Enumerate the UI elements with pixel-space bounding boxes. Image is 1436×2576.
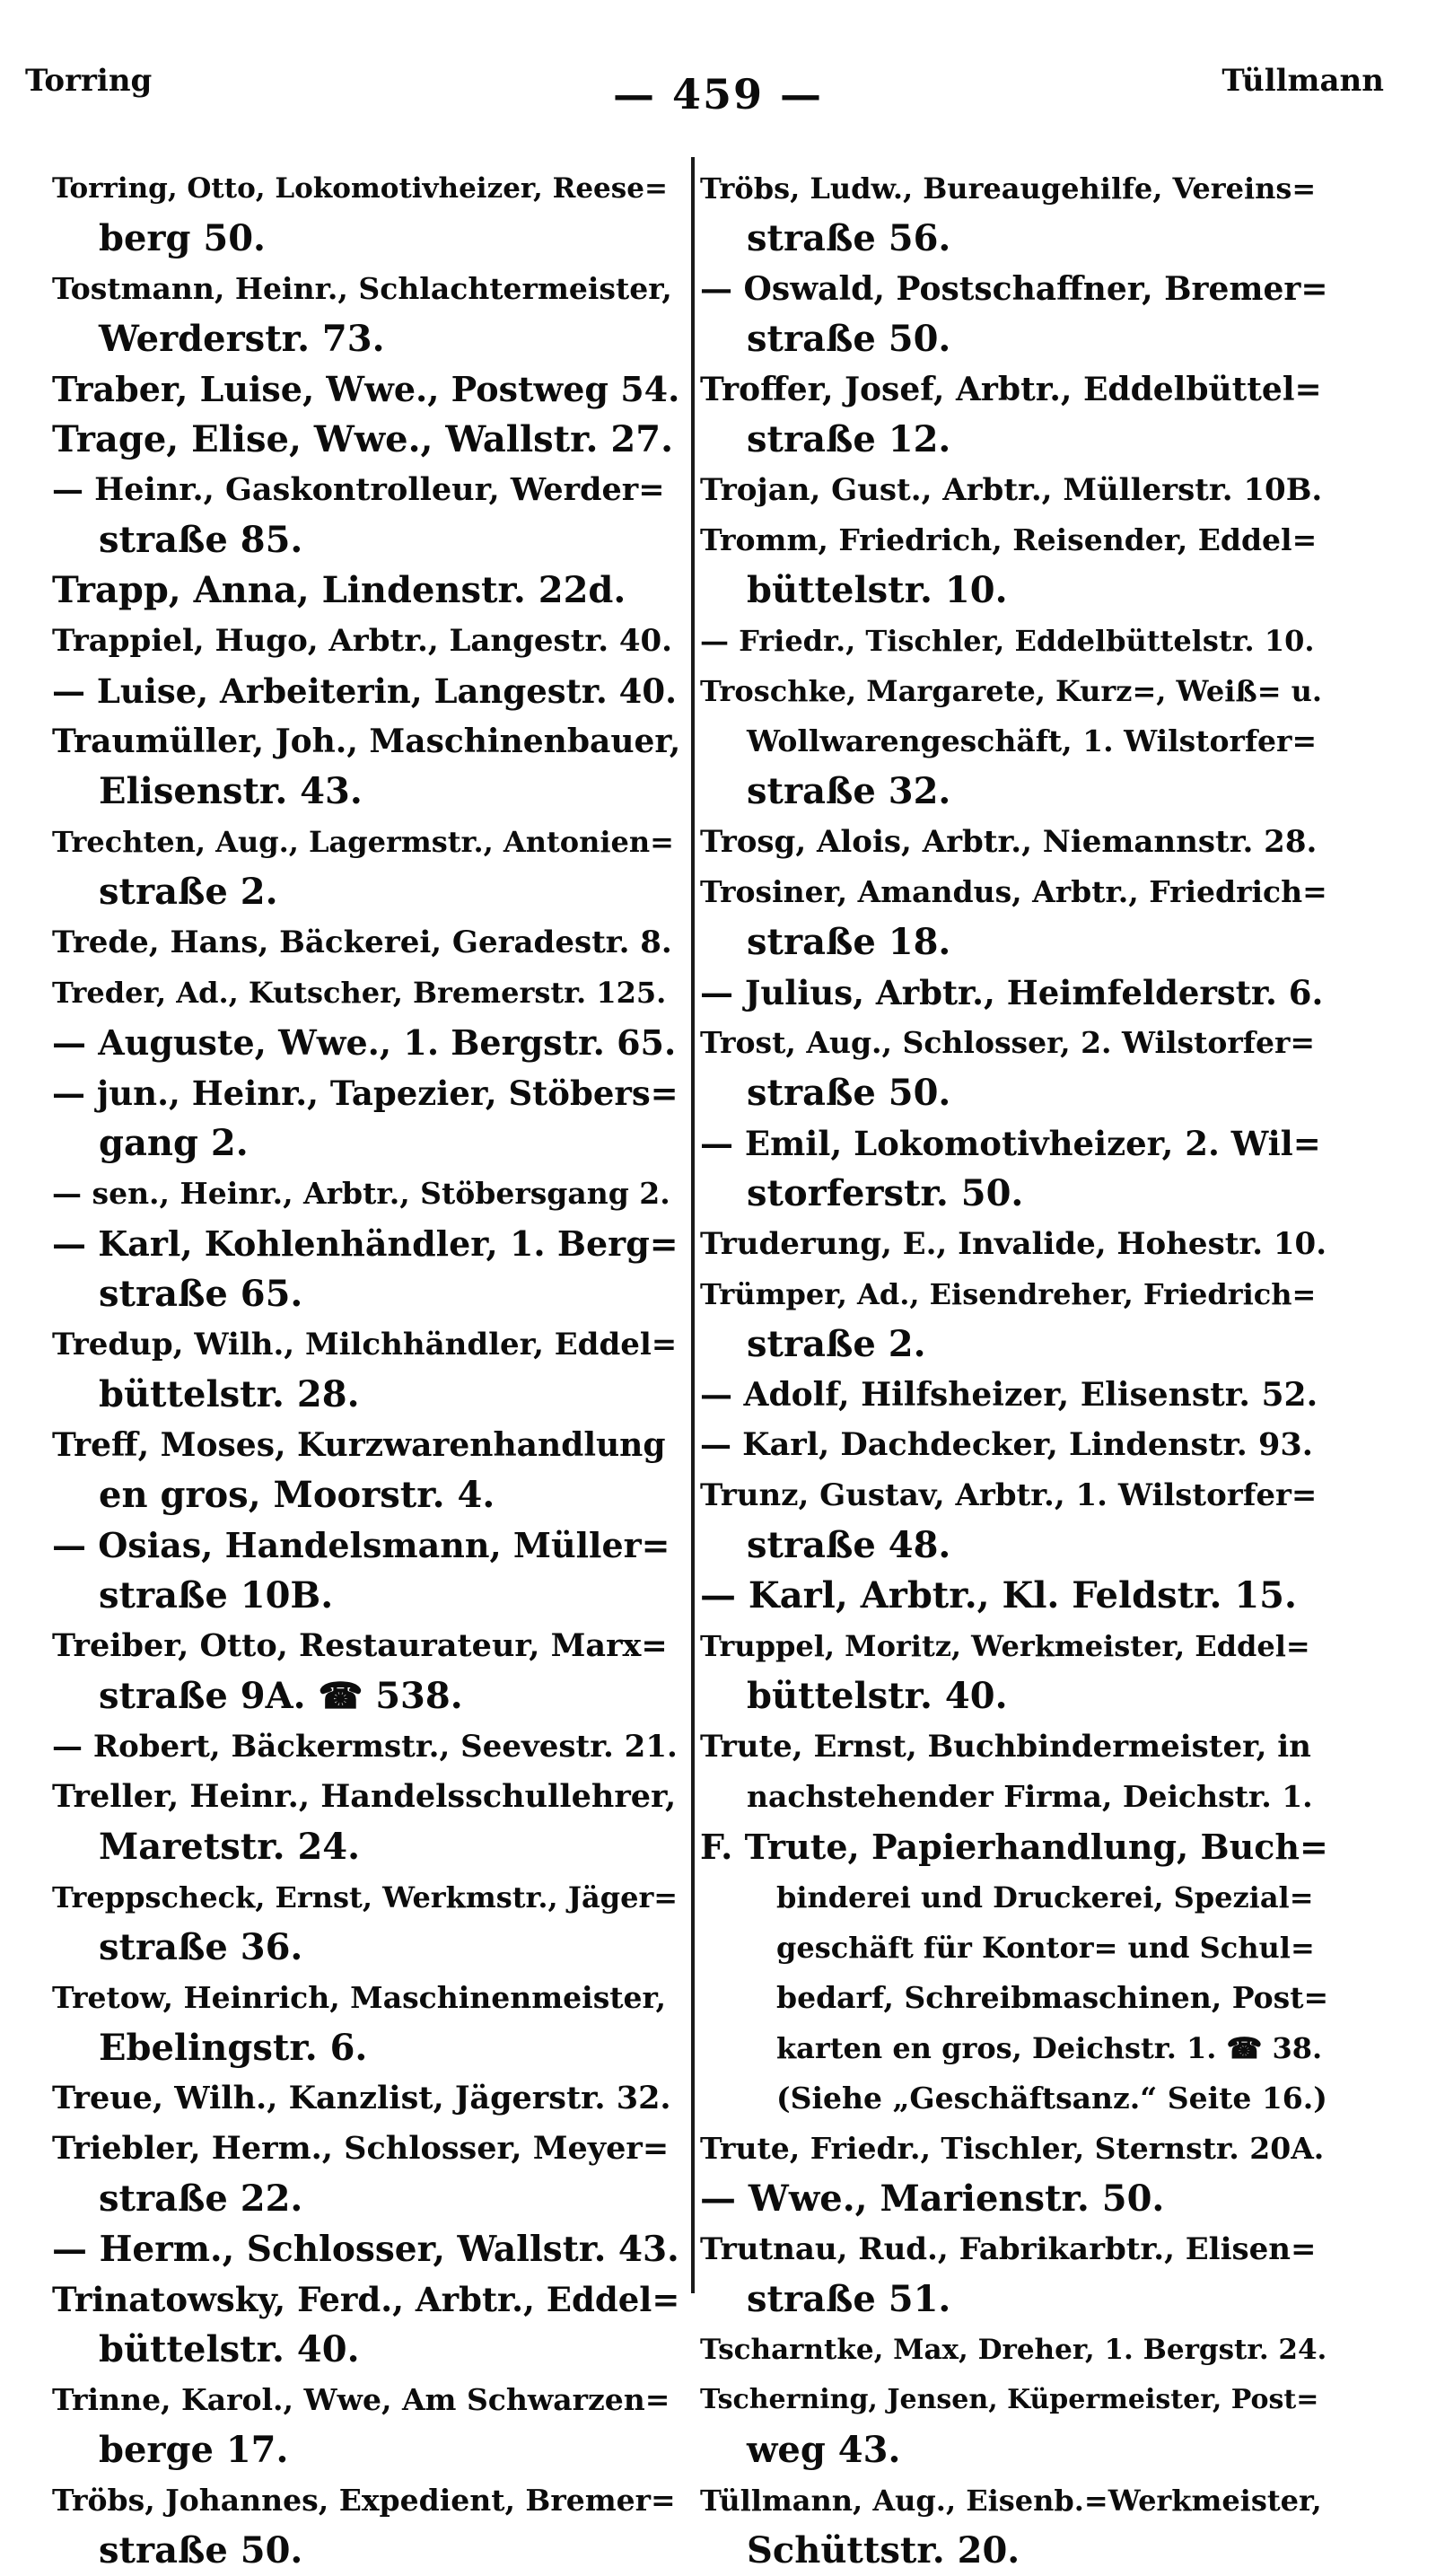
- directory-entry: [52, 917, 680, 968]
- directory-entry: [52, 968, 680, 1018]
- entry-line: Truppel, Moritz, Werkmeister, Eddel=: [700, 1629, 1310, 1663]
- entry-continuation-line: büttelstr. 10.: [747, 569, 1008, 611]
- directory-entry: [52, 1772, 680, 1872]
- directory-entry: [700, 1621, 1328, 1722]
- running-head-left: Torring: [25, 63, 153, 99]
- directory-entry: [700, 1018, 1328, 1118]
- directory-entry: [700, 1822, 1328, 2124]
- left-column: [52, 163, 680, 2576]
- entry-continuation-line: karten en gros, Deichstr. 1. ☎ 38.: [776, 2031, 1323, 2065]
- entry-continuation-line: straße 65.: [99, 1273, 303, 1315]
- directory-entry: [52, 1420, 680, 1520]
- directory-entry: [52, 817, 680, 917]
- entry-continuation-line: straße 2.: [747, 1323, 926, 1365]
- directory-entry: [52, 1621, 680, 1722]
- directory-entry: [52, 2073, 680, 2124]
- entry-line: — Osias, Handelsmann, Müller=: [52, 1525, 670, 1565]
- entry-continuation-line: straße 10B.: [99, 1574, 334, 1617]
- entry-continuation-line: straße 50.: [747, 318, 951, 360]
- entry-line: — Karl, Arbtr., Kl. Feldstr. 15.: [700, 1574, 1297, 1617]
- directory-entry: [52, 716, 680, 817]
- directory-entry: [52, 2124, 680, 2224]
- entry-continuation-line: geschäft für Kontor= und Schul=: [776, 1931, 1315, 1965]
- entry-line: Trunz, Gustav, Arbtr., 1. Wilstorfer=: [700, 1477, 1318, 1513]
- directory-entry: [52, 1520, 680, 1621]
- entry-continuation-line: straße 50.: [747, 1072, 951, 1114]
- directory-entry: [52, 364, 680, 415]
- entry-continuation-line: Wollwarengeschäft, 1. Wilstorfer=: [747, 723, 1318, 758]
- directory-entry: [700, 1219, 1328, 1269]
- entry-line: Trinatowsky, Ferd., Arbtr., Eddel=: [52, 2280, 680, 2319]
- directory-entry: [700, 1370, 1328, 1420]
- directory-entry: [52, 264, 680, 364]
- entry-line: Troffer, Josef, Arbtr., Eddelbüttel=: [700, 371, 1322, 408]
- entry-continuation-line: straße 50.: [99, 2529, 303, 2572]
- directory-entry: [700, 1269, 1328, 1370]
- entry-line: Trage, Elise, Wwe., Wallstr. 27.: [52, 418, 673, 460]
- entry-line: Trosiner, Amandus, Arbtr., Friedrich=: [700, 874, 1327, 909]
- entry-continuation-line: bedarf, Schreibmaschinen, Post=: [776, 1980, 1328, 2015]
- entry-line: Treppscheck, Ernst, Werkmstr., Jäger=: [52, 1880, 679, 1914]
- entry-continuation-line: straße 48.: [747, 1524, 951, 1566]
- entry-continuation-line: büttelstr. 28.: [99, 1373, 360, 1415]
- entry-line: Tscharntke, Max, Dreher, 1. Bergstr. 24.: [700, 2334, 1327, 2366]
- entry-line: Trosg, Alois, Arbtr., Niemannstr. 28.: [700, 824, 1318, 860]
- entry-line: Tröbs, Johannes, Expedient, Bremer=: [52, 2483, 676, 2518]
- directory-entry: [700, 1571, 1328, 1621]
- entry-line: — Adolf, Hilfsheizer, Elisenstr. 52.: [700, 1376, 1318, 1414]
- entry-line: Trute, Friedr., Tischler, Sternstr. 20A.: [700, 2131, 1325, 2166]
- directory-entry: [700, 867, 1328, 968]
- directory-entry: [700, 2375, 1328, 2475]
- directory-entry: [52, 1018, 680, 1068]
- entry-continuation-line: binderei und Druckerei, Spezial=: [776, 1880, 1314, 1914]
- entry-line: — Karl, Kohlenhändler, 1. Berg=: [52, 1223, 679, 1264]
- entry-line: — Oswald, Postschaffner, Bremer=: [700, 270, 1328, 308]
- directory-entry: [52, 1169, 680, 1219]
- entry-line: Trechten, Aug., Lagermstr., Antonien=: [52, 825, 674, 859]
- entry-line: Trapp, Anna, Lindenstr. 22d.: [52, 569, 626, 611]
- directory-entry: [52, 1973, 680, 2073]
- directory-entry: [52, 2475, 680, 2576]
- running-head-right: Tüllmann: [1221, 63, 1384, 99]
- entry-continuation-line: Maretstr. 24.: [99, 1826, 361, 1868]
- directory-entry: [52, 1722, 680, 1772]
- entry-line: Trinne, Karol., Wwe, Am Schwarzen=: [52, 2382, 670, 2417]
- directory-entry: [52, 1319, 680, 1420]
- column-divider: [691, 157, 695, 2293]
- directory-entry: [700, 1118, 1328, 1219]
- entry-line: Tscherning, Jensen, Küpermeister, Post=: [700, 2384, 1319, 2415]
- directory-entry: [700, 2224, 1328, 2325]
- directory-entry: [52, 465, 680, 565]
- entry-line: — Robert, Bäckermstr., Seevestr. 21.: [52, 1729, 678, 1765]
- entry-continuation-line: straße 9A. ☎ 538.: [99, 1675, 463, 1717]
- entry-line: Trute, Ernst, Buchbindermeister, in: [700, 1729, 1311, 1765]
- entry-line: Triebler, Herm., Schlosser, Meyer=: [52, 2130, 670, 2167]
- entry-continuation-line: straße 12.: [747, 418, 951, 460]
- entry-line: Tromm, Friedrich, Reisender, Eddel=: [700, 522, 1318, 557]
- directory-entry: [700, 2174, 1328, 2224]
- entry-continuation-line: straße 32.: [747, 770, 951, 812]
- entry-line: — Friedr., Tischler, Eddelbüttelstr. 10.: [700, 624, 1315, 658]
- directory-entry: [700, 1722, 1328, 1822]
- entry-line: Tostmann, Heinr., Schlachtermeister,: [52, 271, 672, 306]
- entry-line: Troschke, Margarete, Kurz=, Weiß= u.: [700, 674, 1323, 708]
- entry-continuation-line: storferstr. 50.: [747, 1172, 1024, 1214]
- entry-line: — Emil, Lokomotivheizer, 2. Wil=: [700, 1124, 1321, 1163]
- directory-entry: [700, 163, 1328, 264]
- entry-continuation-line: berge 17.: [99, 2429, 289, 2471]
- directory-entry: [700, 968, 1328, 1018]
- directory-entry: [52, 2224, 680, 2274]
- entry-line: Trost, Aug., Schlosser, 2. Wilstorfer=: [700, 1025, 1316, 1060]
- entry-line: — Auguste, Wwe., 1. Bergstr. 65.: [52, 1022, 677, 1063]
- directory-entry: [52, 1068, 680, 1169]
- entry-line: Trappiel, Hugo, Arbtr., Langestr. 40.: [52, 623, 673, 659]
- entry-line: Treder, Ad., Kutscher, Bremerstr. 125.: [52, 976, 667, 1010]
- directory-entry: [52, 2375, 680, 2475]
- entry-continuation-line: straße 18.: [747, 921, 951, 963]
- entry-line: Truderung, E., Invalide, Hohestr. 10.: [700, 1226, 1327, 1262]
- entry-continuation-line: Elisenstr. 43.: [99, 770, 363, 812]
- entry-line: Traumüller, Joh., Maschinenbauer,: [52, 723, 680, 760]
- directory-entry: [700, 817, 1328, 867]
- entry-continuation-line: straße 2.: [99, 871, 278, 913]
- entry-line: Trede, Hans, Bäckerei, Geradestr. 8.: [52, 924, 672, 960]
- entry-continuation-line: berg 50.: [99, 217, 266, 259]
- entry-continuation-line: straße 36.: [99, 1926, 303, 1968]
- entry-line: Tüllmann, Aug., Eisenb.=Werkmeister,: [700, 2484, 1322, 2518]
- entry-continuation-line: straße 56.: [747, 217, 951, 259]
- directory-entry: [700, 2124, 1328, 2174]
- entry-line: Torring, Otto, Lokomotivheizer, Reese=: [52, 172, 668, 205]
- directory-entry: [700, 2325, 1328, 2375]
- entry-continuation-line: gang 2.: [99, 1122, 249, 1164]
- directory-entry: [700, 364, 1328, 465]
- entry-continuation-line: Schüttstr. 20.: [747, 2529, 1020, 2572]
- entry-line: Treue, Wilh., Kanzlist, Jägerstr. 32.: [52, 2080, 671, 2116]
- entry-line: — Luise, Arbeiterin, Langestr. 40.: [52, 671, 677, 711]
- directory-entry: [52, 1872, 680, 1973]
- entry-continuation-line: straße 51.: [747, 2278, 951, 2320]
- entry-continuation-line: straße 22.: [99, 2177, 303, 2220]
- page-number: — 459 —: [612, 70, 824, 118]
- directory-entry: [700, 616, 1328, 666]
- entry-line: Trümper, Ad., Eisendreher, Friedrich=: [700, 1277, 1317, 1311]
- entry-line: — jun., Heinr., Tapezier, Stöbers=: [52, 1073, 679, 1113]
- directory-entry: [52, 1219, 680, 1319]
- entry-line: Traber, Luise, Wwe., Postweg 54.: [52, 369, 680, 409]
- entry-line: Trojan, Gust., Arbtr., Müllerstr. 10B.: [700, 472, 1323, 508]
- directory-entry: [700, 515, 1328, 616]
- entry-line: — Julius, Arbtr., Heimfelderstr. 6.: [700, 973, 1324, 1012]
- entry-continuation-line: straße 85.: [99, 519, 303, 561]
- entry-line: — Wwe., Marienstr. 50.: [700, 2177, 1165, 2220]
- entry-continuation-line: Ebelingstr. 6.: [99, 2027, 368, 2069]
- directory-entry: [52, 616, 680, 666]
- entry-line: Trutnau, Rud., Fabrikarbtr., Elisen=: [700, 2231, 1317, 2267]
- entry-line: Treiber, Otto, Restaurateur, Marx=: [52, 1627, 668, 1664]
- entry-continuation-line: weg 43.: [747, 2429, 901, 2471]
- directory-entry: [700, 465, 1328, 515]
- entry-line: — Karl, Dachdecker, Lindenstr. 93.: [700, 1426, 1313, 1463]
- entry-continuation-line: en gros, Moorstr. 4.: [99, 1474, 495, 1516]
- entry-line: Treller, Heinr., Handelsschullehrer,: [52, 1778, 677, 1815]
- directory-entry: [700, 1420, 1328, 1470]
- directory-entry: [52, 666, 680, 716]
- entry-continuation-line: nachstehender Firma, Deichstr. 1.: [747, 1779, 1313, 1814]
- entry-line: Tretow, Heinrich, Maschinenmeister,: [52, 1980, 667, 2015]
- directory-entry: [700, 2475, 1328, 2576]
- entry-line: Treff, Moses, Kurzwarenhandlung: [52, 1426, 666, 1464]
- directory-entry: [52, 415, 680, 465]
- entry-continuation-line: büttelstr. 40.: [747, 1675, 1008, 1717]
- entry-continuation-line: Werderstr. 73.: [99, 318, 385, 360]
- directory-entry: [52, 163, 680, 264]
- directory-entry: [52, 565, 680, 616]
- directory-entry: [52, 2274, 680, 2375]
- right-column: [700, 163, 1328, 2576]
- directory-entry: [700, 666, 1328, 817]
- entry-line: F. Trute, Papierhandlung, Buch=: [700, 1827, 1328, 1867]
- entry-line: — sen., Heinr., Arbtr., Stöbersgang 2.: [52, 1176, 670, 1211]
- directory-entry: [700, 264, 1328, 364]
- directory-entry: [700, 1470, 1328, 1571]
- entry-line: Tredup, Wilh., Milchhändler, Eddel=: [52, 1327, 678, 1362]
- entry-line: — Heinr., Gaskontrolleur, Werder=: [52, 471, 665, 508]
- entry-line: Tröbs, Ludw., Bureaugehilfe, Vereins=: [700, 171, 1317, 206]
- entry-continuation-line: büttelstr. 40.: [99, 2328, 360, 2370]
- entry-continuation-line: (Siehe „Geschäftsanz.“ Seite 16.): [776, 2081, 1327, 2116]
- entry-line: — Herm., Schlosser, Wallstr. 43.: [52, 2229, 679, 2270]
